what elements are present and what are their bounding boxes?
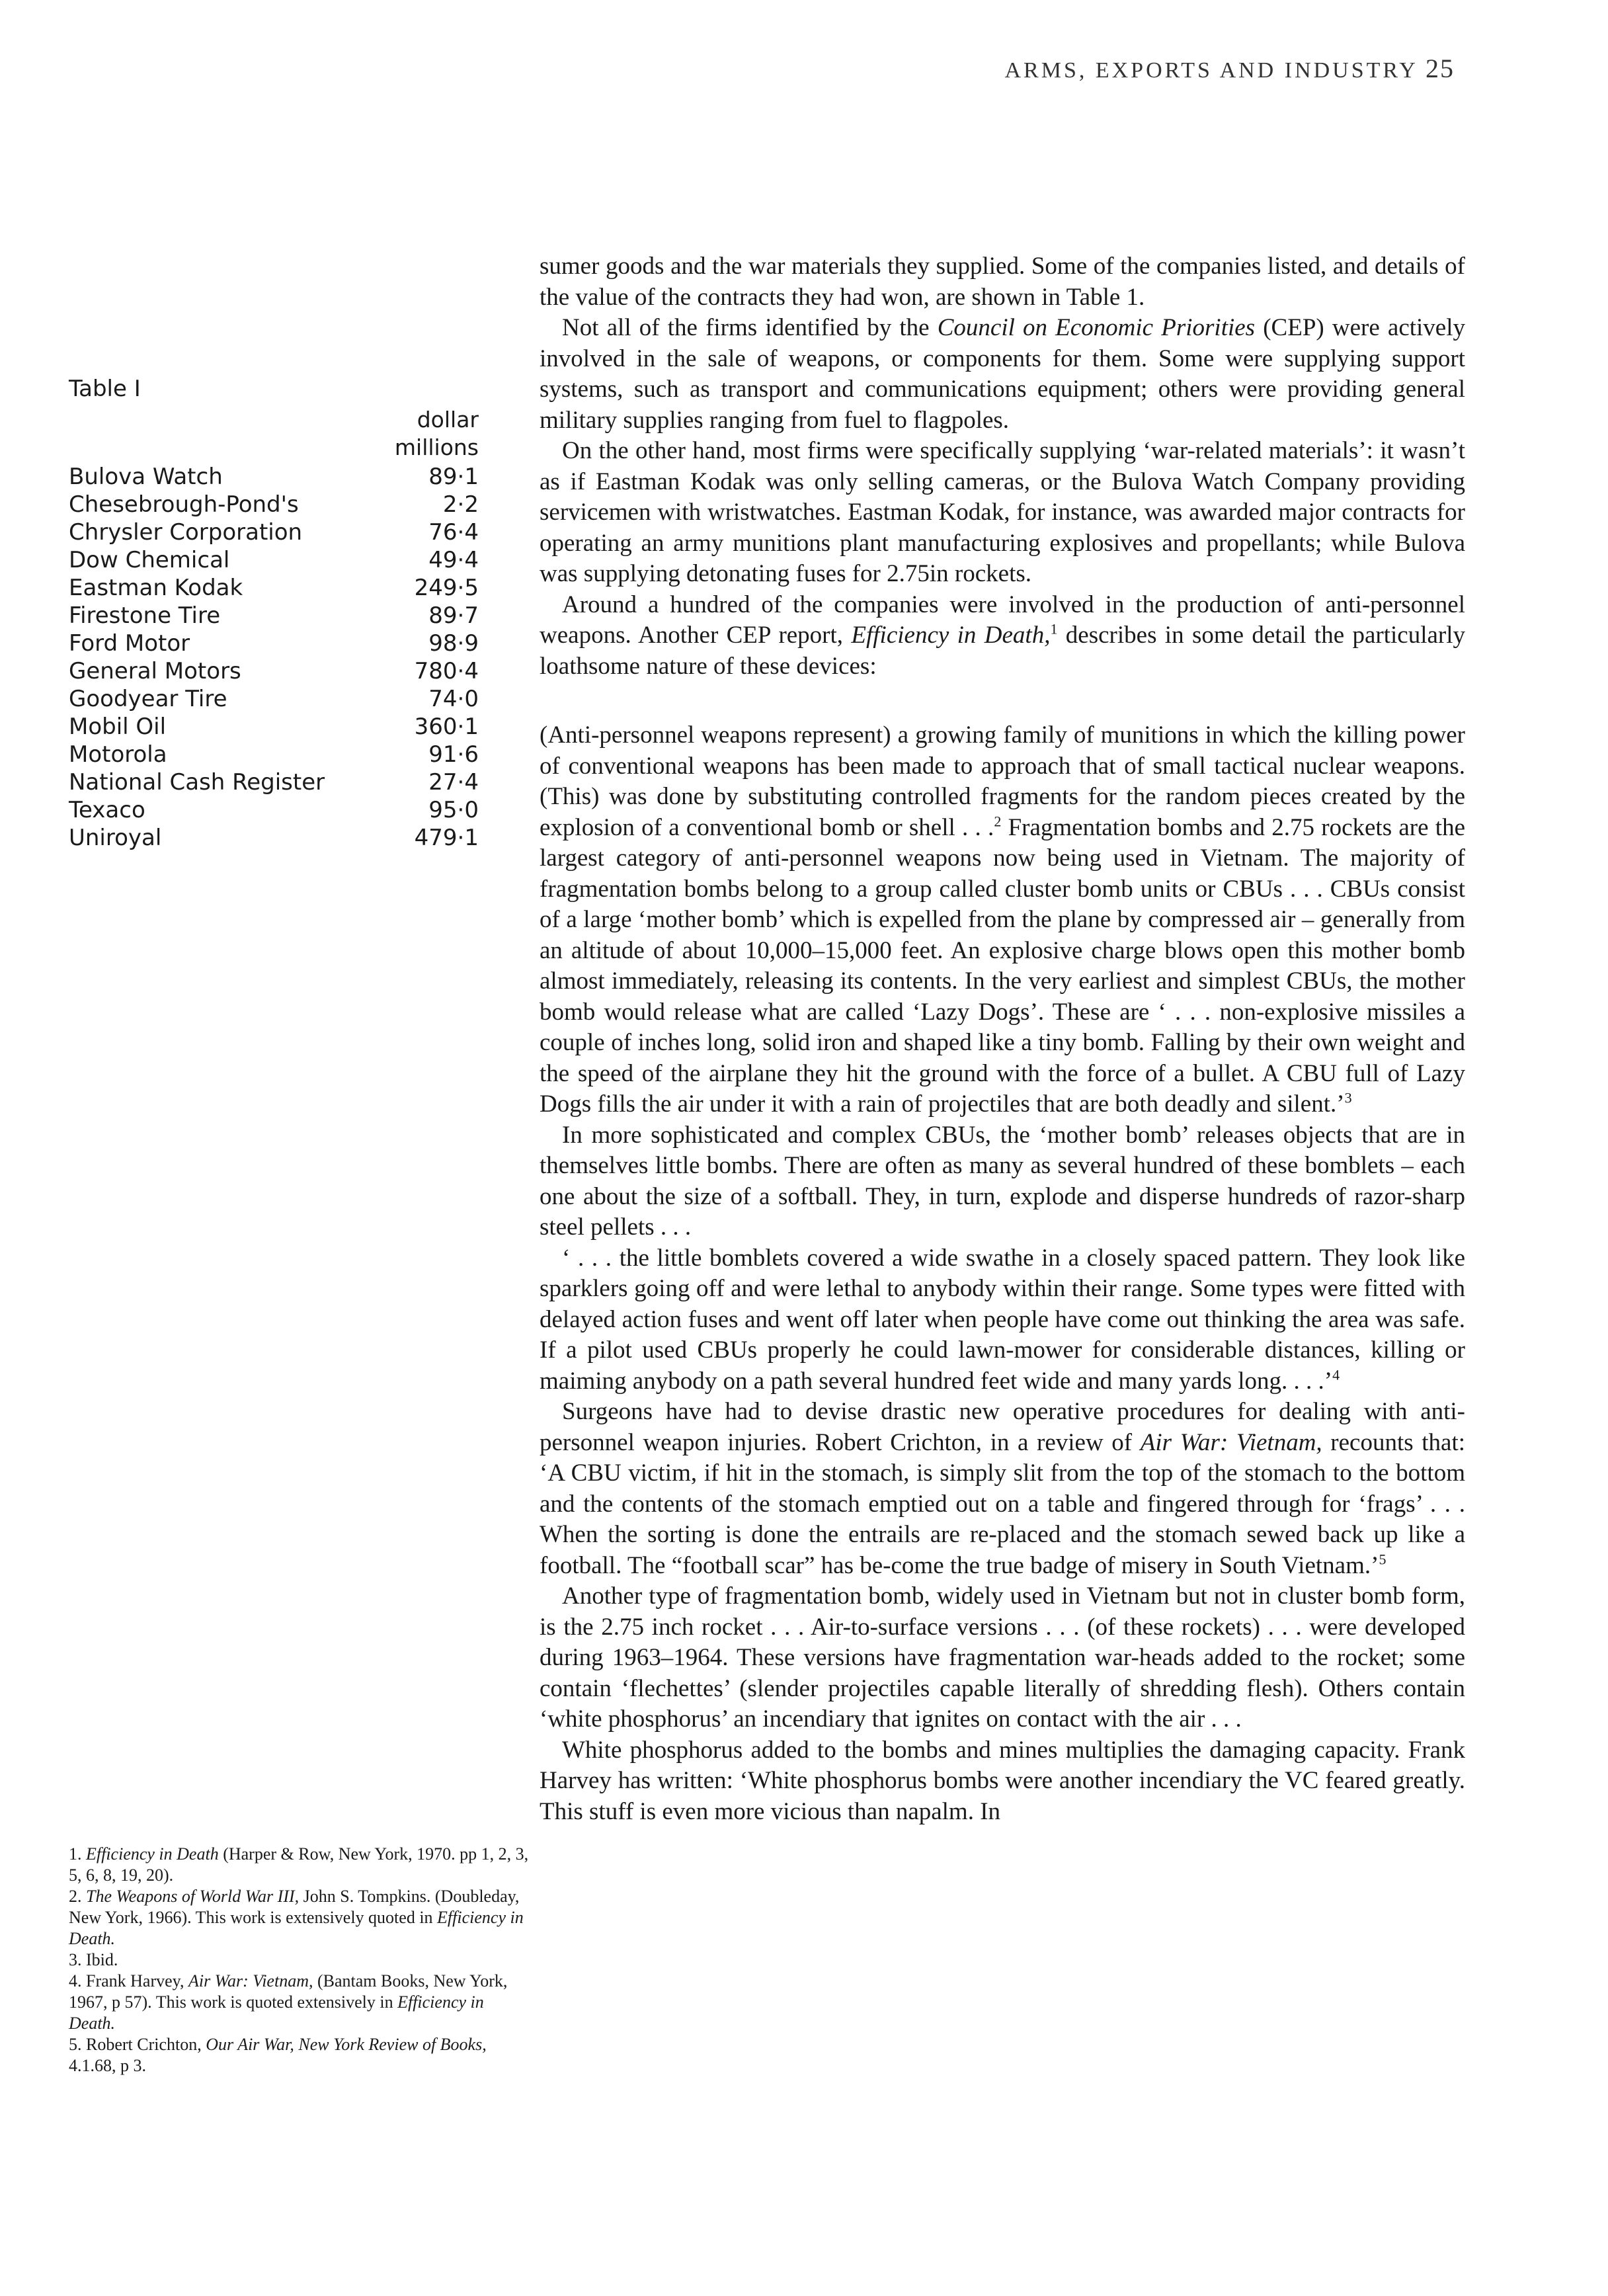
company-name: National Cash Register — [69, 769, 325, 796]
table-unit-header — [69, 406, 492, 462]
company-name: Chesebrough-Pond's — [69, 491, 299, 518]
footnote-ref-1: 1 — [1050, 620, 1058, 637]
company-name: Texaco — [69, 797, 145, 823]
company-name: Eastman Kodak — [69, 575, 243, 601]
company-name: Goodyear Tire — [69, 686, 227, 712]
footnote-ref-3: 3 — [1344, 1089, 1352, 1106]
table-row — [69, 796, 492, 824]
book-title: Air War: Vietnam, — [1140, 1428, 1322, 1456]
footnote-ref-5: 5 — [1379, 1551, 1387, 1568]
contract-value: 89·7 — [428, 602, 479, 629]
page-number: 25 — [1426, 54, 1455, 83]
footnote-4: 4. Frank Harvey, Air War: Vietnam, (Bantam Books, New York, 1967, p 57). This work is quoted extensively in Efficiency in Death. — [69, 1971, 508, 2033]
company-name: Ford Motor — [69, 630, 190, 657]
quote-paragraph-6: White phosphorus added to the bombs and mines multiplies the damaging capacity. Frank Harvey has written: ‘White phosphorus bombs were another incendiary the VC feared greatly. This stuff is even more vicious than napalm. In — [540, 1736, 1465, 1825]
main-text-column — [540, 251, 1465, 1827]
table-row — [69, 463, 492, 491]
report-title: Efficiency in Death, — [851, 622, 1051, 649]
footnote-2: 2. The Weapons of World War III, John S. Tompkins. (Doubleday, New York, 1966). This work is extensively quoted in Efficiency in Death. — [69, 1887, 524, 1948]
paragraph-3: On the other hand, most firms were specifically supplying ‘war-related materials’: it wasn’t as if Eastman Kodak was only selling cameras, or the Bulova Watch Company providing servicemen with wristwatches. Eastman Kodak, for instance, was awarded major contracts for operating an army munitions plant manufacturing explosives and propellants; while Bulova was supplying detonating fuses for 2.75in rockets. — [540, 437, 1465, 587]
contract-value: 49·4 — [428, 547, 479, 573]
table-row — [69, 824, 492, 852]
table-row — [69, 685, 492, 713]
company-name: Bulova Watch — [69, 464, 223, 490]
table-row — [69, 713, 492, 741]
table-row — [69, 741, 492, 768]
contract-value: 249·5 — [414, 575, 479, 601]
table-row — [69, 768, 492, 796]
footnote-5: 5. Robert Crichton, Our Air War, New York Review of Books, 4.1.68, p 3. — [69, 2035, 487, 2075]
table-row — [69, 657, 492, 685]
company-name: Firestone Tire — [69, 602, 221, 629]
paragraph-2: Not all of the firms identified by the Council on Economic Priorities (CEP) were actively involved in the sale of weapons, or components for them. Some were supplying support systems, such as transport and communications equipment; others were providing general military supplies ranging from fuel to flagpoles. — [540, 314, 1466, 434]
paragraph-4: Around a hundred of the companies were involved in the production of anti-personnel weapons. Another CEP report, Efficiency in Death,$^1$ describes in some detail the particularly loathsome nature of these devices: — [540, 591, 1465, 680]
contract-value: 780·4 — [414, 658, 479, 684]
contract-value: 2·2 — [442, 491, 479, 518]
table-row — [69, 602, 492, 630]
footnote-ref-2: 2 — [994, 813, 1002, 830]
unit-line-1: dollar — [417, 407, 479, 432]
table-row — [69, 518, 492, 546]
company-name: Chrysler Corporation — [69, 519, 303, 546]
contract-value: 74·0 — [428, 686, 479, 712]
cep-name: Council on Economic Priorities — [937, 314, 1256, 341]
quote-paragraph-3: ‘ . . . the little bomblets covered a wide swathe in a closely spaced pattern. They look like sparklers going off and were lethal to anybody within their range. Some types were fitted with delayed action fuses and went off later when people have come out thinking the area was safe. If a pilot used CBUs properly he could lawn-mower for considerable distances, killing or maiming anybody on a path several hundred feet wide and many yards long. . . .’$^4$ — [540, 1244, 1465, 1395]
contract-value: 91·6 — [428, 741, 479, 768]
table-row — [69, 546, 492, 574]
table-row — [69, 574, 492, 602]
table-title: Table I — [69, 376, 141, 402]
footnote-ref-4: 4 — [1332, 1366, 1340, 1383]
contract-value: 98·9 — [428, 630, 479, 657]
table-row — [69, 630, 492, 657]
contract-value: 479·1 — [414, 825, 479, 851]
company-name: Motorola — [69, 741, 167, 768]
table-rows — [69, 463, 505, 852]
contract-value: 95·0 — [428, 797, 479, 823]
quote-paragraph-1: (Anti-personnel weapons represent) a growing family of munitions in which the killing power of conventional weapons has been made to approach that of small tactical nuclear weapons. (This) was done by substituting controlled fragments for the random pieces created by the explosion of a conventional bomb or shell . . .$^2$ Fragmentation bombs and 2.75 rockets are the largest category of anti-personnel weapons now being used in Vietnam. The majority of fragmentation bombs belong to a group called cluster bomb units or CBUs . . . CBUs consist of a large ‘mother bomb’ which is expelled from the plane by compressed air – generally from an altitude of about 10,000–15,000 feet. An explosive charge blows open this mother bomb almost immediately, releasing its contents. In the very earliest and simplest CBUs, the mother bomb would release what are called ‘Lazy Dogs’. These are ‘ . . . non-explosive missiles a couple of inches long, solid iron and shaped like a tiny bomb. Falling by their own weight and the speed of the airplane they hit the ground with the force of a bullet. A CBU full of Lazy Dogs fills the air under it with a rain of projectiles that are both deadly and silent.’$^3$ — [540, 721, 1465, 1118]
company-name: Dow Chemical — [69, 547, 230, 573]
contract-value: 27·4 — [428, 769, 479, 796]
running-header — [926, 53, 1455, 84]
table-row — [69, 491, 492, 518]
company-name: Mobil Oil — [69, 714, 167, 740]
company-name: General Motors — [69, 658, 241, 684]
quote-paragraph-5: Another type of fragmentation bomb, widely used in Vietnam but not in cluster bomb form, is the 2.75 inch rocket . . . Air-to-surface versions . . . (of these rockets) . . . were developed during 1963–1964. These versions have fragmentation war-heads added to the rocket; some contain ‘flechettes’ (slender projectiles capable literally of shredding flesh). Others contain ‘white phosphorus’ an incendiary that ignites on contact with the air . . . — [540, 1582, 1465, 1733]
footnote-1: 1. Efficiency in Death (Harper & Row, New York, 1970. pp 1, 2, 3, 5, 6, 8, 19, 20). — [69, 1844, 529, 1885]
footnote-3: 3. Ibid. — [69, 1950, 118, 1969]
company-contracts-table — [69, 376, 505, 852]
unit-line-2: millions — [394, 434, 479, 460]
footnotes — [69, 1844, 532, 2076]
quote-paragraph-2: In more sophisticated and complex CBUs, the ‘mother bomb’ releases objects that are in themselves little bombs. There are often as many as several hundred of these bomblets – each one about the size of a softball. They, in turn, explode and disperse hundreds of razor-sharp steel pellets . . . — [540, 1121, 1465, 1241]
quote-paragraph-4: Surgeons have had to devise drastic new operative procedures for dealing with anti-personnel weapon injuries. Robert Crichton, in a review of Air War: Vietnam, recounts that: ‘A CBU victim, if hit in the stomach, is simply slit from the top of the stomach to the bottom and the contents of the stomach emptied out on a table and fingered through for ‘frags’ . . . When the sorting is done the entrails are re-placed and the stomach sewed back up like a football. The “football scar” has be-come the true badge of misery in South Vietnam.’$^5$ — [540, 1398, 1466, 1579]
running-head-title: ARMS, EXPORTS AND INDUSTRY — [1004, 58, 1418, 83]
company-name: Uniroyal — [69, 825, 162, 851]
paragraph-1: sumer goods and the war materials they supplied. Some of the companies listed, and details of the value of the contracts they had won, are shown in Table 1. — [540, 253, 1465, 311]
contract-value: 76·4 — [428, 519, 479, 546]
contract-value: 89·1 — [428, 464, 479, 490]
contract-value: 360·1 — [414, 714, 479, 740]
